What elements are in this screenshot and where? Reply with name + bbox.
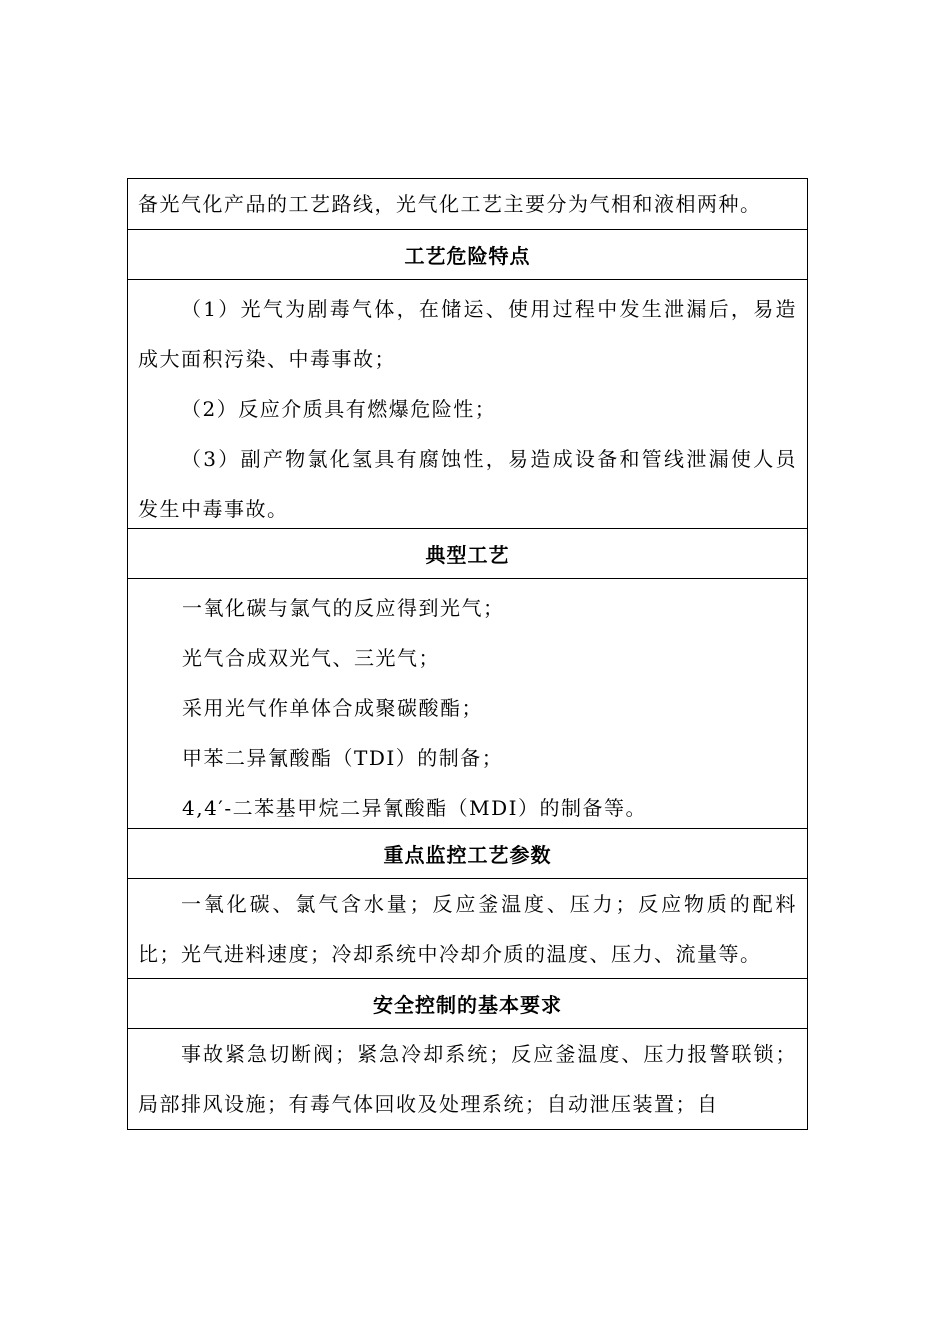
- section-header-hazards: 工艺危险特点: [128, 230, 807, 280]
- section-header-params: 重点监控工艺参数: [128, 829, 807, 879]
- section-header-safety: 安全控制的基本要求: [128, 979, 807, 1029]
- hazard-item: （1）光气为剧毒气体，在储运、使用过程中发生泄漏后，易造成大面积污染、中毒事故；: [138, 297, 797, 371]
- process-item: 一氧化碳与氯气的反应得到光气；: [182, 596, 505, 620]
- continuation-row: [128, 179, 807, 230]
- params-content: [128, 879, 807, 979]
- hazard-item: （3）副产物氯化氢具有腐蚀性，易造成设备和管线泄漏使人员发生中毒事故。: [138, 447, 797, 521]
- hazard-item: （2）反应介质具有燃爆危险性；: [181, 397, 497, 421]
- process-item: 采用光气作单体合成聚碳酸酯；: [182, 696, 483, 720]
- process-item: 4,4′-二苯基甲烷二异氰酸酯（MDI）的制备等。: [182, 796, 648, 820]
- continuation-text: 备光气化产品的工艺路线，光气化工艺主要分为气相和液相两种。: [138, 191, 762, 216]
- document-table: [127, 178, 808, 1130]
- safety-content: [128, 1029, 807, 1129]
- process-item: 光气合成双光气、三光气；: [182, 646, 440, 670]
- processes-content: [128, 579, 807, 829]
- params-text: 一氧化碳、氯气含水量；反应釜温度、压力；反应物质的配料比；光气进料速度；冷却系统中冷却介质的温度、压力、流量等。: [138, 892, 797, 966]
- process-item: 甲苯二异氰酸酯（TDI）的制备；: [182, 746, 504, 770]
- section-header-processes: 典型工艺: [128, 529, 807, 579]
- hazards-content: [128, 280, 807, 529]
- safety-text: 事故紧急切断阀；紧急冷却系统；反应釜温度、压力报警联锁；局部排风设施；有毒气体回收及处理系统；自动泄压装置；自: [138, 1042, 797, 1116]
